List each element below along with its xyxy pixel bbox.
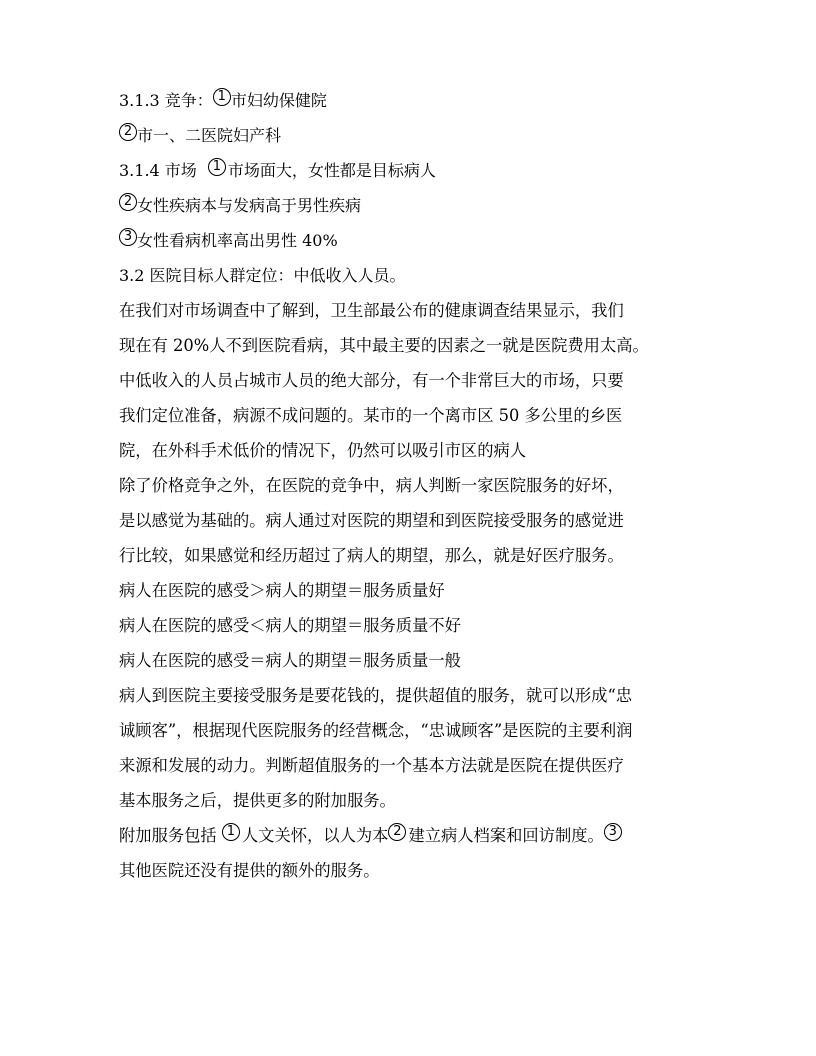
circled-number-1: 1 [222,823,240,841]
formula-line: 病人在医院的感受＞病人的期望＝服务质量好 [119,581,445,600]
document-body [119,89,709,880]
paragraph-line: 院，在外科手术低价的情况下，仍然可以吸引市区的病人 [119,441,527,460]
service-item-2: 建立病人档案和回访制度。 [408,826,604,845]
heading-market-label: 3.1.4 市场 [119,161,202,180]
paragraph-line: 诚顾客”，根据现代医院服务的经营概念，“忠诚顾客”是医院的主要利润 [119,721,633,740]
paragraph-line: 中低收入的人员占城市人员的绝大部分，有一个非常巨大的市场，只要 [119,371,624,390]
formula-line: 病人在医院的感受＜病人的期望＝服务质量不好 [119,616,461,635]
additional-services-label: 附加服务包括 [119,826,222,845]
heading-competition-label: 3.1.3 竞争： [119,91,213,110]
circled-number-2: 2 [388,823,406,841]
circled-number-2: 2 [119,123,137,141]
circled-number-3: 3 [604,823,622,841]
paragraph-line: 来源和发展的动力。判断超值服务的一个基本方法就是医院在提供医疗 [119,756,624,775]
paragraph-line: 在我们对市场调查中了解到，卫生部最公布的健康调查结果显示，我们 [119,301,624,320]
paragraph-line: 基本服务之后，提供更多的附加服务。 [119,791,396,810]
market-item-2: 女性疾病本与发病高于男性疾病 [137,196,362,215]
paragraph-line: 我们定位准备，病源不成问题的。某市的一个离市区 50 多公里的乡医 [119,406,623,425]
heading-market [119,159,709,180]
service-item-1: 人文关怀，以人为本 [241,826,389,845]
circled-number-2: 2 [119,193,137,211]
circled-number-1: 1 [213,88,231,106]
paragraph-line: 病人到医院主要接受服务是要花钱的，提供超值的服务，就可以形成“忠 [119,686,633,705]
circled-number-3: 3 [119,228,137,246]
formula-line: 病人在医院的感受＝病人的期望＝服务质量一般 [119,651,461,670]
paragraph-line: 除了价格竞争之外，在医院的竞争中，病人判断一家医院服务的好坏， [119,476,624,495]
market-item-1: 市场面大，女性都是目标病人 [227,161,436,180]
competition-item-2: 市一、二医院妇产科 [137,126,282,145]
competition-item-2-line [119,124,709,145]
heading-competition [119,89,709,110]
competition-item-1: 市妇幼保健院 [230,91,327,110]
market-item-3: 女性看病机率高出男性 40% [137,231,338,250]
paragraph-line: 现在有 20%人不到医院看病，其中最主要的因素之一就是医院费用太高。 [119,336,649,355]
heading-target-group: 3.2 医院目标人群定位：中低收入人员。 [119,266,406,285]
paragraph-line: 是以感觉为基础的。病人通过对医院的期望和到医院接受服务的感觉进 [119,511,624,530]
paragraph-line: 行比较，如果感觉和经历超过了病人的期望，那么，就是好医疗服务。 [119,546,624,565]
additional-services-line [119,824,709,845]
market-item-2-line [119,194,709,215]
circled-number-1: 1 [208,158,226,176]
market-item-3-line [119,229,709,250]
service-item-3: 其他医院还没有提供的额外的服务。 [119,861,380,880]
